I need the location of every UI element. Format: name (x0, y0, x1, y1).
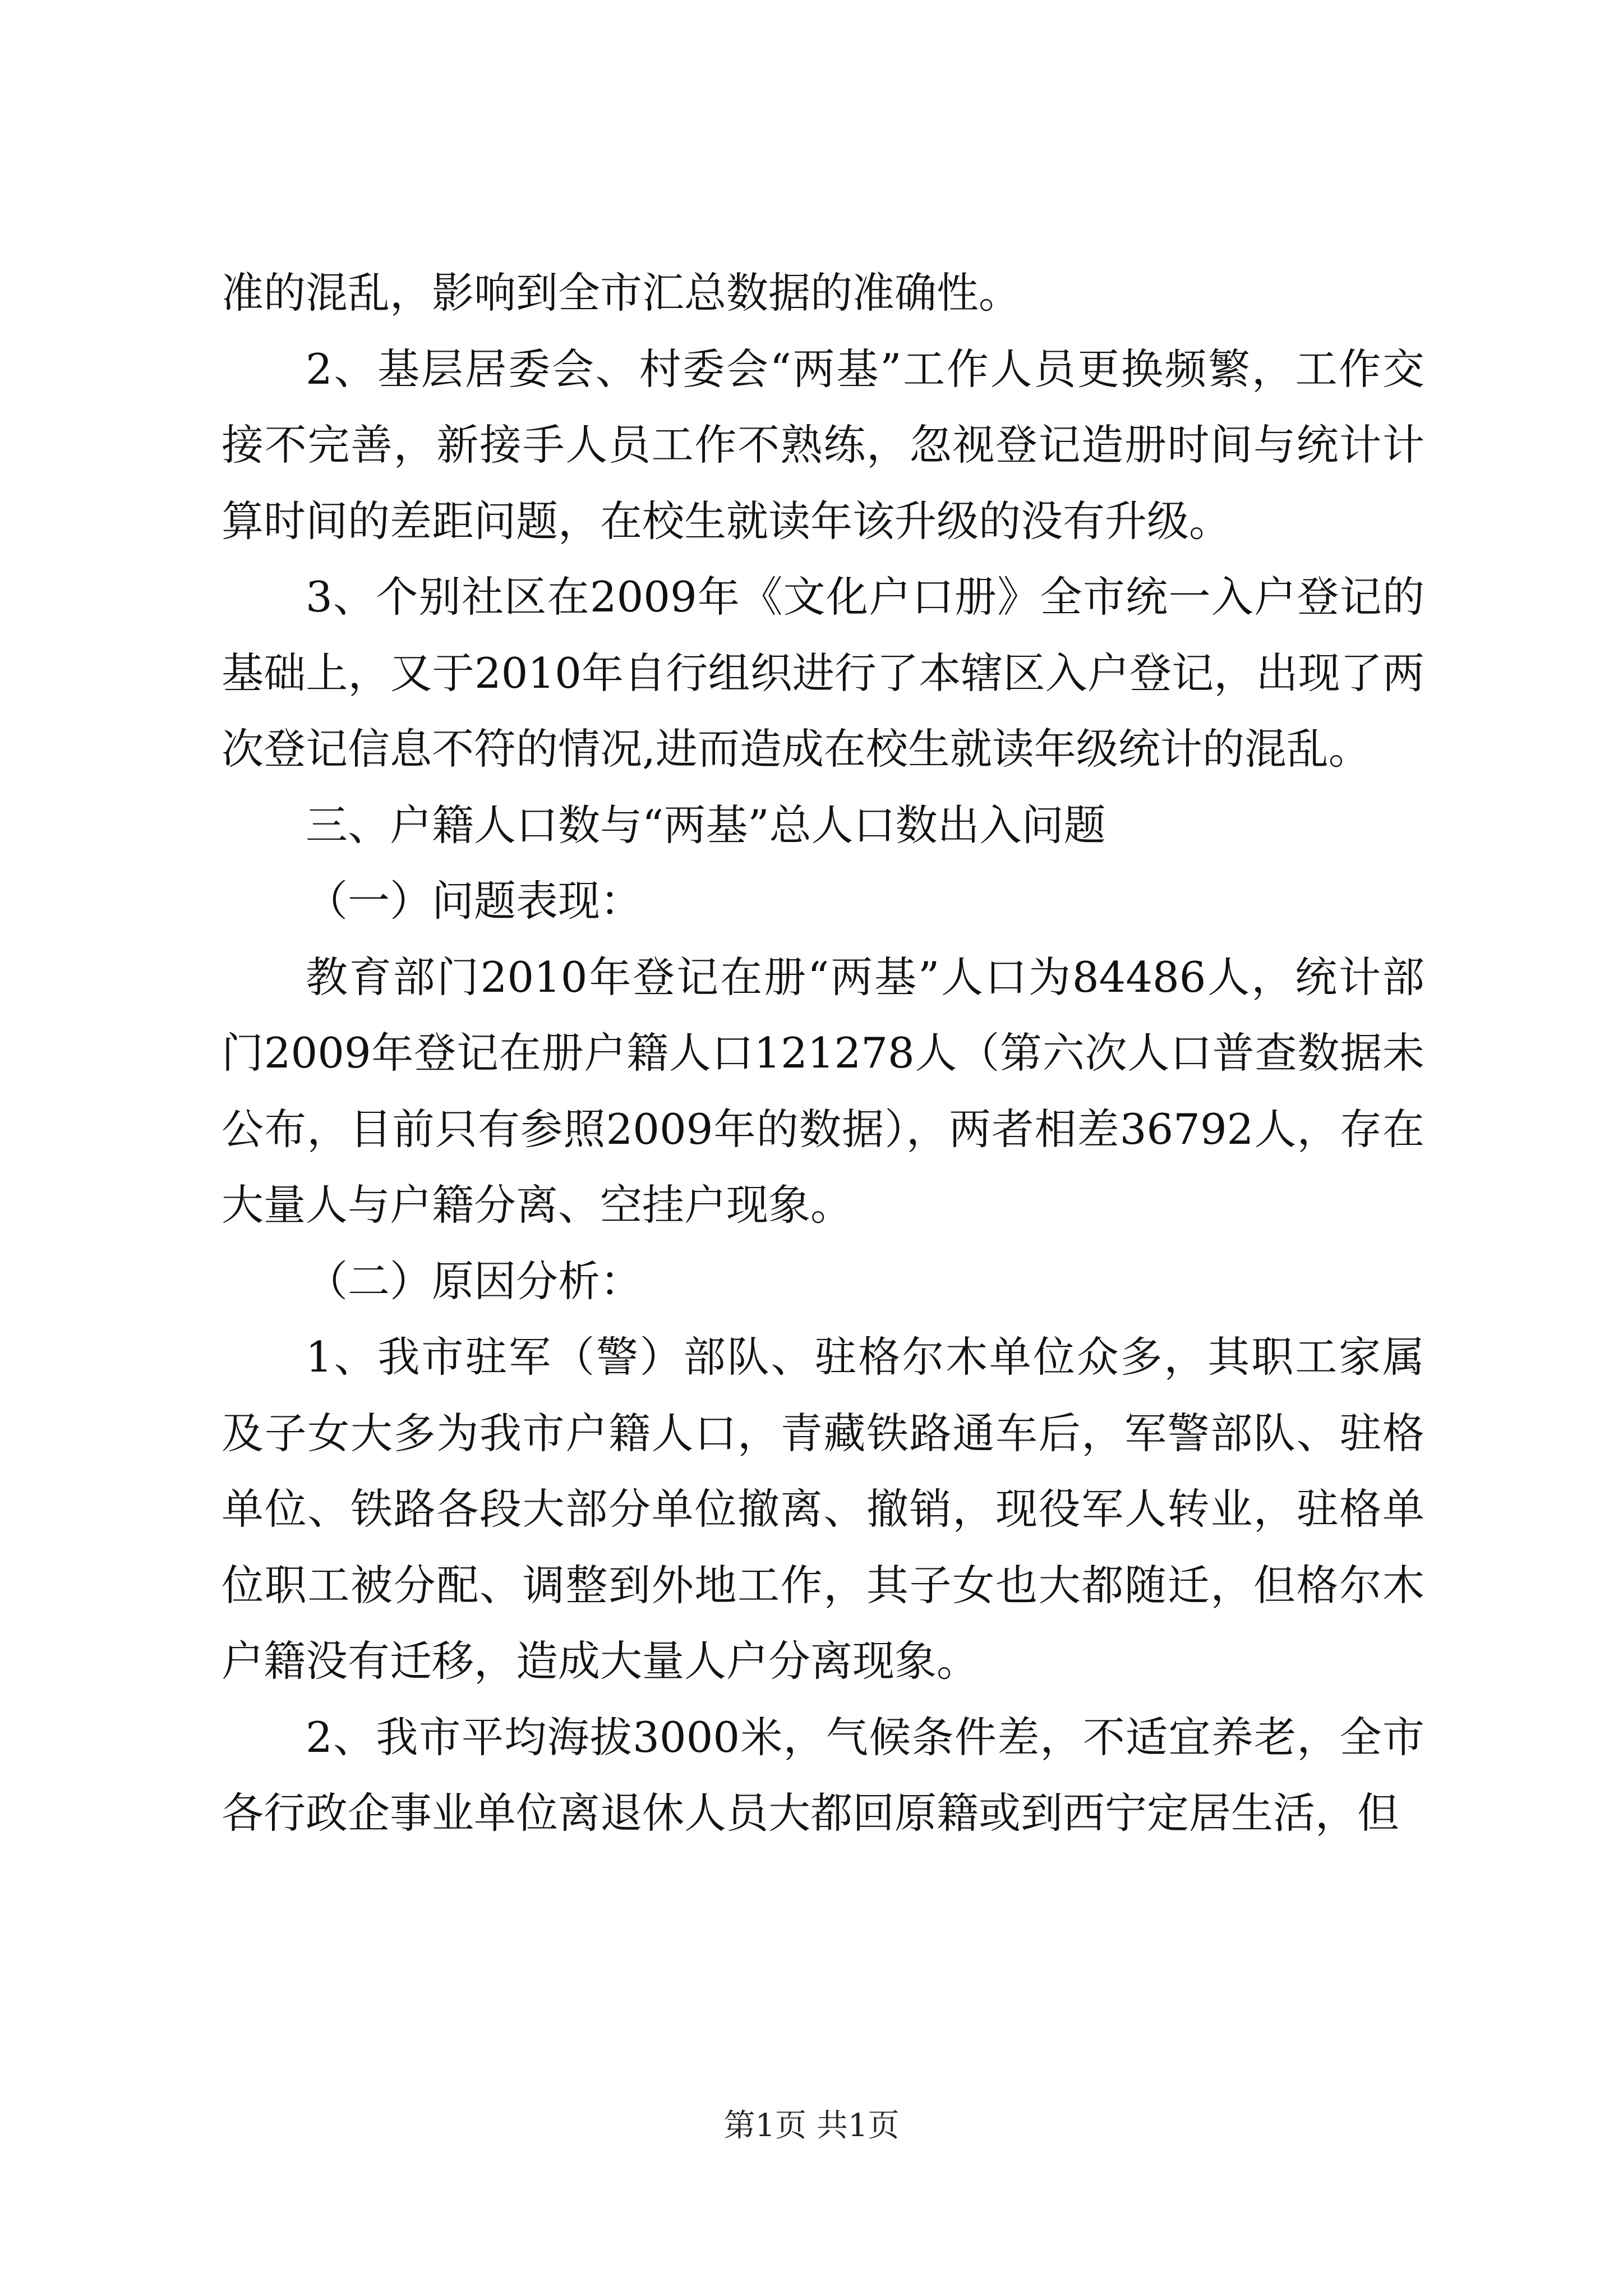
section-heading-3: 三、户籍人口数与“两基”总人口数出入问题 (306, 800, 1106, 850)
paragraph-point-3: 3、个别社区在2009年《文化户口册》全市统一入户登记的基础上，又于2010年自行组织进行了本辖区入户登记，出现了两次登记信息不符的情况,进而造成在校生就读年级统计的混乱。 (222, 572, 1424, 774)
subheading-cause: （二）原因分析： (306, 1256, 643, 1306)
subheading-problem: （一）问题表现： (306, 876, 643, 926)
paragraph-continuation: 准的混乱，影响到全市汇总数据的准确性。 (222, 268, 1021, 318)
paragraph-cause-1: 1、我市驻军（警）部队、驻格尔木单位众多，其职工家属及子女大多为我市户籍人口，青藏铁路通车后，军警部队、驻格单位、铁路各段大部分单位撤离、撤销，现役军人转业，驻格单位职工被分配、调整到外地工作，其子女也大都随迁，但格尔木户籍没有迁移，造成大量人户分离现象。 (222, 1332, 1424, 1686)
paragraph-problem-detail: 教育部门2010年登记在册“两基”人口为84486人，统计部门2009年登记在册户籍人口121278人（第六次人口普查数据未公布，目前只有参照2009年的数据），两者相差36792人，存在大量人与户籍分离、空挂户现象。 (222, 952, 1424, 1230)
paragraph-cause-2: 2、我市平均海拔3000米，气候条件差，不适宜养老，全市各行政企事业单位离退休人员大都回原籍或到西宁定居生活，但 (222, 1712, 1424, 1838)
paragraph-point-2: 2、基层居委会、村委会“两基”工作人员更换频繁，工作交接不完善，新接手人员工作不熟练，忽视登记造册时间与统计计算时间的差距问题，在校生就读年该升级的没有升级。 (222, 344, 1424, 546)
page-footer: 第1页 共1页 (723, 2108, 900, 2144)
document-body (222, 255, 1424, 1852)
